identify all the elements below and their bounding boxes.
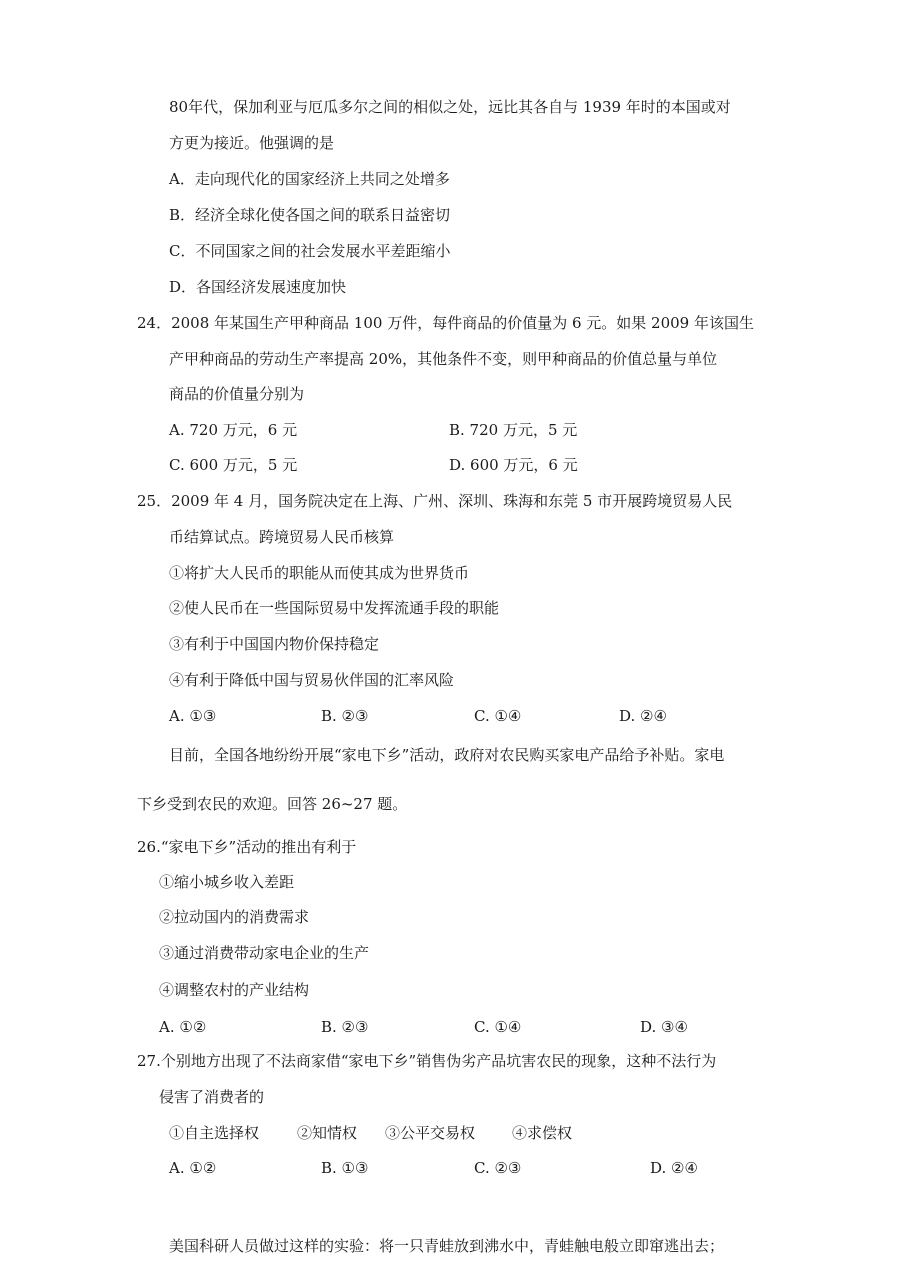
passage-line1: 目前，全国各地纷纷开展“家电下乡”活动，政府对农民购买家电产品给予补贴。家电 bbox=[169, 746, 725, 764]
q27-right-4: ④求偿权 bbox=[512, 1124, 573, 1142]
q27-option-c: C. ②③ bbox=[474, 1159, 522, 1177]
q23-option-b: B．经济全球化使各国之间的联系日益密切 bbox=[169, 206, 451, 224]
q27-stem-line1: 27.个别地方出现了不法商家借“家电下乡”销售伪劣产品坑害农民的现象，这种不法行为 bbox=[137, 1052, 717, 1070]
q27-option-d: D. ②④ bbox=[650, 1159, 698, 1177]
q24-option-a: A. 720 万元，6 元 bbox=[169, 421, 298, 439]
q25-stem-line1: 25．2009 年 4 月，国务院决定在上海、广州、深圳、珠海和东莞 5 市开展跨境贸易人民 bbox=[137, 492, 733, 510]
q25-item-4: ④有利于降低中国与贸易伙伴国的汇率风险 bbox=[169, 671, 455, 689]
q25-stem-line2: 币结算试点。跨境贸易人民币核算 bbox=[169, 528, 395, 546]
q24-stem-line1: 24．2008 年某国生产甲种商品 100 万件，每件商品的价值量为 6 元。如果 2009 年该国生 bbox=[137, 314, 754, 332]
q26-option-c: C. ①④ bbox=[474, 1018, 522, 1036]
q25-option-c: C. ①④ bbox=[474, 707, 522, 725]
q27-option-a: A. ①② bbox=[169, 1159, 217, 1177]
q26-option-a: A. ①② bbox=[159, 1018, 207, 1036]
q26-item-4: ④调整农村的产业结构 bbox=[159, 981, 310, 999]
q23-option-c: C．不同国家之间的社会发展水平差距缩小 bbox=[169, 242, 451, 260]
q26-item-1: ①缩小城乡收入差距 bbox=[159, 873, 295, 891]
q24-option-c: C. 600 万元，5 元 bbox=[169, 456, 298, 474]
q25-item-1: ①将扩大人民币的职能从而使其成为世界货币 bbox=[169, 564, 470, 582]
q23-stem-line2: 方更为接近。他强调的是 bbox=[169, 134, 335, 152]
q27-right-1: ①自主选择权 bbox=[169, 1124, 260, 1142]
q26-option-b: B. ②③ bbox=[321, 1018, 369, 1036]
q25-option-a: A. ①③ bbox=[169, 707, 217, 725]
q25-item-3: ③有利于中国国内物价保持稳定 bbox=[169, 635, 380, 653]
q27-right-3: ③公平交易权 bbox=[385, 1124, 476, 1142]
q25-option-b: B. ②③ bbox=[321, 707, 369, 725]
q24-option-d: D. 600 万元，6 元 bbox=[449, 456, 578, 474]
q25-option-d: D. ②④ bbox=[619, 707, 667, 725]
passage-line2: 下乡受到农民的欢迎。回答 26~27 题。 bbox=[137, 795, 408, 813]
q23-stem-line1: 80年代，保加利亚与厄瓜多尔之间的相似之处，远比其各自与 1939 年时的本国或对 bbox=[169, 98, 731, 116]
q24-stem-line3: 商品的价值量分别为 bbox=[169, 385, 305, 403]
q24-option-b: B. 720 万元，5 元 bbox=[449, 421, 578, 439]
q26-stem-line1: 26.“家电下乡”活动的推出有利于 bbox=[137, 838, 357, 856]
q23-option-d: D．各国经济发展速度加快 bbox=[169, 278, 347, 296]
next-passage-line1: 美国科研人员做过这样的实验：将一只青蛙放到沸水中，青蛙触电般立即窜逃出去； bbox=[169, 1237, 725, 1255]
q27-option-b: B. ①③ bbox=[321, 1159, 369, 1177]
q26-option-d: D. ③④ bbox=[640, 1018, 688, 1036]
q25-item-2: ②使人民币在一些国际贸易中发挥流通手段的职能 bbox=[169, 599, 500, 617]
q26-item-2: ②拉动国内的消费需求 bbox=[159, 908, 310, 926]
q26-item-3: ③通过消费带动家电企业的生产 bbox=[159, 944, 370, 962]
q24-stem-line2: 产甲种商品的劳动生产率提高 20%，其他条件不变，则甲种商品的价值总量与单位 bbox=[169, 350, 718, 368]
q27-right-2: ②知情权 bbox=[297, 1124, 358, 1142]
q23-option-a: A．走向现代化的国家经济上共同之处增多 bbox=[169, 170, 450, 188]
q27-stem-line2: 侵害了消费者的 bbox=[159, 1088, 265, 1106]
